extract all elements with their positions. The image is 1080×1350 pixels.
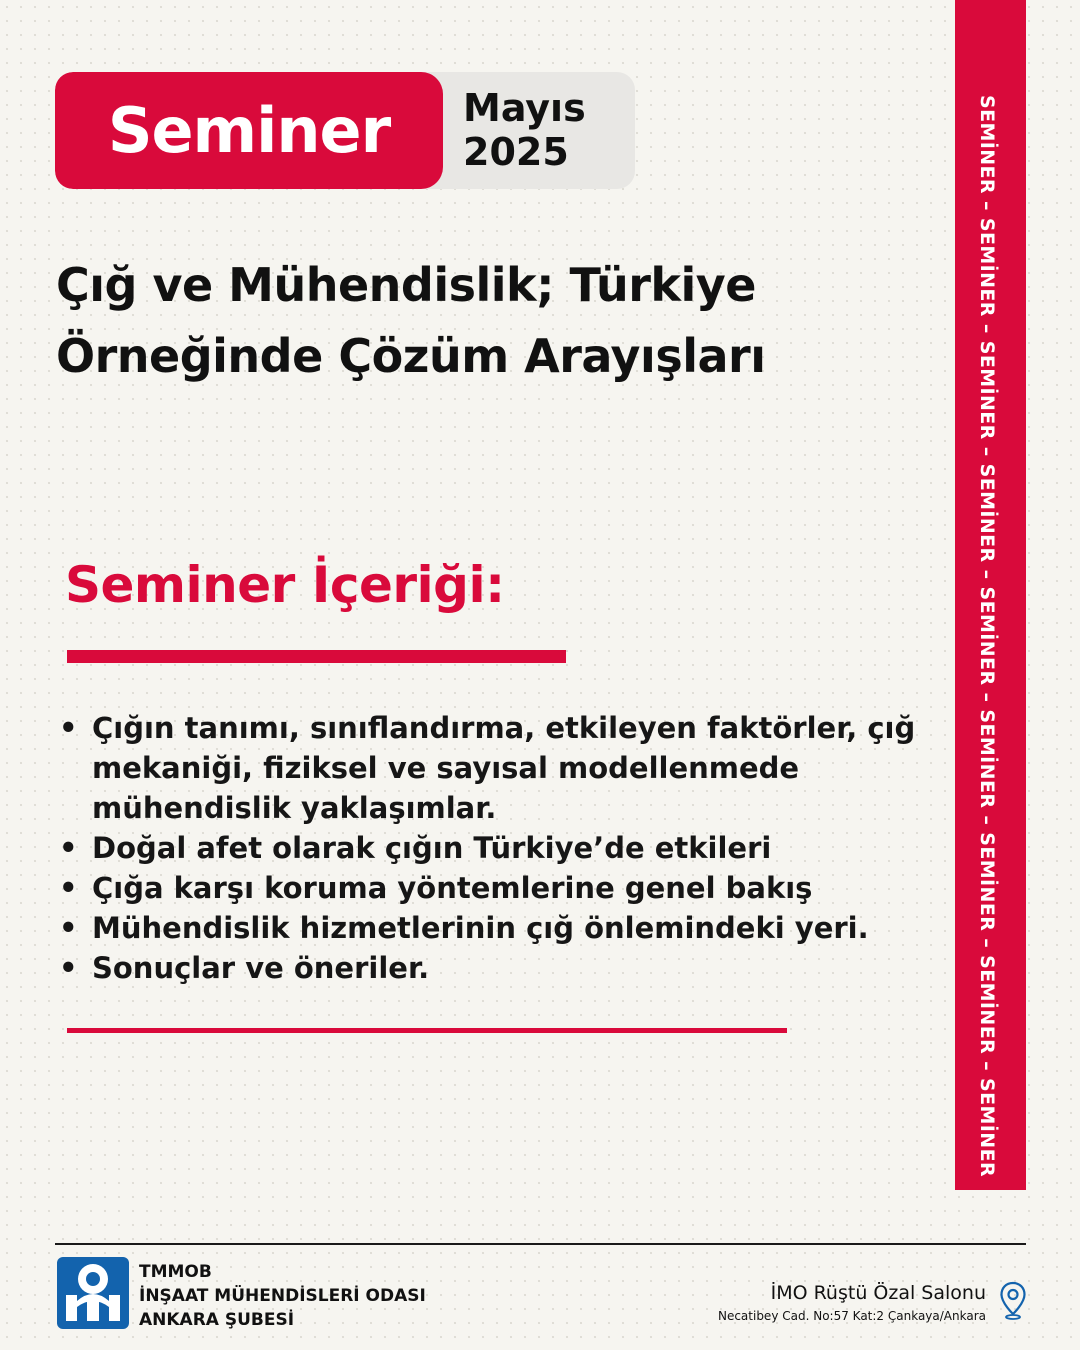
venue-address: Necatibey Cad. No:57 Kat:2 Çankaya/Ankara (717, 1309, 986, 1323)
seminar-month: Mayıs (463, 86, 586, 130)
footer-divider (55, 1243, 1026, 1245)
venue-name: İMO Rüştü Özal Salonu (770, 1282, 986, 1304)
bullet-icon: • (59, 711, 78, 745)
content-list-item (56, 708, 936, 828)
content-item-text: Çığın tanımı, sınıflandırma, etkileyen faktörler, çığ mekaniği, fiziksel ve sayısal modellenmede mühendislik yaklaşımlar. (92, 711, 916, 825)
content-bottom-rule (67, 1028, 787, 1033)
seminar-title-line-1: Çığ ve Mühendislik; Türkiye (56, 258, 756, 312)
seminar-badge-label: Seminer (107, 94, 391, 167)
side-strip-text: SEMİNER – SEMİNER – SEMİNER – SEMİNER – SEMİNER – SEMİNER – SEMİNER – SEMİNER – SEMİNER (976, 95, 998, 1177)
content-heading: Seminer İçeriği: (65, 556, 505, 614)
content-item-text: Sonuçlar ve öneriler. (92, 951, 430, 985)
bullet-icon: • (59, 831, 78, 865)
org-line-3: ANKARA ŞUBESİ (139, 1310, 295, 1330)
seminar-title (56, 250, 916, 392)
content-item-text: Doğal afet olarak çığın Türkiye’de etkileri (92, 831, 772, 865)
content-list (56, 708, 936, 988)
content-list-item (56, 868, 936, 908)
location-pin-icon (999, 1281, 1027, 1321)
org-line-2: İNŞAAT MÜHENDİSLERİ ODASI (139, 1286, 426, 1306)
side-strip (955, 0, 1026, 1190)
content-item-text: Mühendislik hizmetlerinin çığ önlemindeki yeri. (92, 911, 869, 945)
venue-info (718, 1280, 986, 1326)
seminar-date-badge (55, 72, 635, 189)
seminar-title-line-2: Örneğinde Çözüm Arayışları (56, 329, 766, 383)
content-list-item (56, 908, 936, 948)
heading-underline (67, 650, 566, 663)
bullet-icon: • (59, 911, 78, 945)
seminar-badge-label-box (55, 72, 443, 189)
seminar-year: 2025 (463, 130, 569, 174)
bullet-icon: • (59, 871, 78, 905)
organization-name (139, 1260, 426, 1332)
org-line-1: TMMOB (139, 1262, 212, 1282)
content-list-item (56, 828, 936, 868)
content-item-text: Çığa karşı koruma yöntemlerine genel bakış (92, 871, 813, 905)
seminar-date (463, 86, 586, 174)
bullet-icon: • (59, 951, 78, 985)
imo-logo-icon (57, 1257, 129, 1329)
content-list-item (56, 948, 936, 988)
